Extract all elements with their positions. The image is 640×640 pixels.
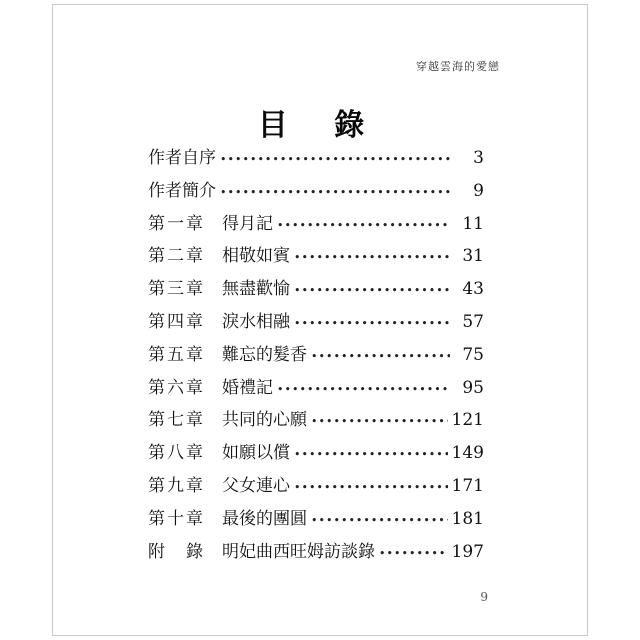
running-header: 穿越雲海的愛戀 bbox=[416, 60, 500, 73]
toc-entry-page: 197 bbox=[451, 541, 484, 562]
toc-entry-title: 共同的心願 bbox=[222, 410, 307, 431]
toc-entry-title: 最後的團圓 bbox=[222, 508, 307, 529]
toc-entry-chapter: 第四章 bbox=[148, 311, 205, 332]
toc-entry[interactable] bbox=[148, 274, 484, 307]
dot-leader bbox=[294, 317, 450, 330]
toc-entry-chapter: 第一章 bbox=[148, 213, 205, 234]
toc-entry-chapter: 第七章 bbox=[148, 410, 205, 431]
toc-entry-page: 95 bbox=[462, 377, 484, 398]
toc-entry[interactable] bbox=[148, 537, 484, 570]
toc-entry-page: 11 bbox=[462, 213, 484, 234]
toc-entry-chapter: 第八章 bbox=[148, 443, 205, 464]
toc-entry-title: 相敬如賓 bbox=[222, 246, 290, 267]
dot-leader bbox=[277, 383, 450, 396]
dot-leader bbox=[379, 547, 448, 560]
toc-entry[interactable] bbox=[148, 504, 484, 537]
toc-entry-chapter: 第二章 bbox=[148, 246, 205, 267]
toc-entry-page: 171 bbox=[451, 475, 484, 496]
toc-entry[interactable] bbox=[148, 209, 484, 242]
toc-entry-page: 43 bbox=[462, 279, 484, 300]
toc-entry[interactable] bbox=[148, 373, 484, 406]
toc-entry-page: 121 bbox=[451, 410, 484, 431]
toc-entry-chapter: 附 錄 bbox=[148, 541, 205, 562]
dot-leader bbox=[277, 219, 450, 232]
toc-entry-title: 作者自序 bbox=[148, 148, 216, 168]
dot-leader bbox=[294, 284, 450, 297]
toc-entry[interactable] bbox=[148, 307, 484, 340]
dot-leader bbox=[294, 481, 448, 494]
toc-entry-title: 明妃曲西旺姆訪談錄 bbox=[222, 541, 375, 562]
toc-title: 目 錄 bbox=[257, 108, 383, 143]
toc-entry-chapter: 第九章 bbox=[148, 475, 205, 496]
toc-entry[interactable] bbox=[148, 438, 484, 471]
dot-leader bbox=[220, 153, 450, 166]
toc-entry[interactable] bbox=[148, 176, 484, 209]
dot-leader bbox=[294, 448, 448, 461]
toc-entry-page: 31 bbox=[462, 246, 484, 267]
dot-leader bbox=[311, 350, 450, 363]
toc-entry-page: 9 bbox=[473, 180, 484, 201]
dot-leader bbox=[311, 415, 448, 428]
toc-entry-page: 75 bbox=[462, 344, 484, 365]
toc-entry-title: 難忘的髮香 bbox=[222, 344, 307, 365]
toc-entry-title: 婚禮記 bbox=[222, 377, 273, 398]
dot-leader bbox=[311, 514, 448, 527]
toc-list bbox=[148, 143, 484, 569]
dot-leader bbox=[294, 251, 450, 264]
dot-leader bbox=[220, 186, 450, 199]
toc-entry-title: 如願以償 bbox=[222, 443, 290, 464]
page-number: 9 bbox=[480, 590, 488, 604]
toc-entry-chapter: 第三章 bbox=[148, 279, 205, 300]
toc-entry-title: 父女連心 bbox=[222, 475, 290, 496]
toc-entry[interactable] bbox=[148, 143, 484, 176]
toc-entry-title: 作者簡介 bbox=[148, 180, 216, 201]
toc-entry-page: 57 bbox=[462, 311, 484, 332]
toc-entry-page: 181 bbox=[451, 508, 484, 529]
toc-entry-title: 淚水相融 bbox=[222, 311, 290, 332]
toc-entry-title: 無盡歡愉 bbox=[222, 279, 290, 300]
toc-entry-title: 得月記 bbox=[222, 213, 273, 234]
toc-entry[interactable] bbox=[148, 241, 484, 274]
toc-entry-chapter: 第五章 bbox=[148, 344, 205, 365]
toc-entry-chapter: 第六章 bbox=[148, 377, 205, 398]
toc-entry-page: 149 bbox=[451, 443, 484, 464]
toc-entry-page: 3 bbox=[473, 148, 484, 168]
toc-entry[interactable] bbox=[148, 471, 484, 504]
toc-entry-chapter: 第十章 bbox=[148, 508, 205, 529]
toc-entry[interactable] bbox=[148, 340, 484, 373]
toc-entry[interactable] bbox=[148, 405, 484, 438]
